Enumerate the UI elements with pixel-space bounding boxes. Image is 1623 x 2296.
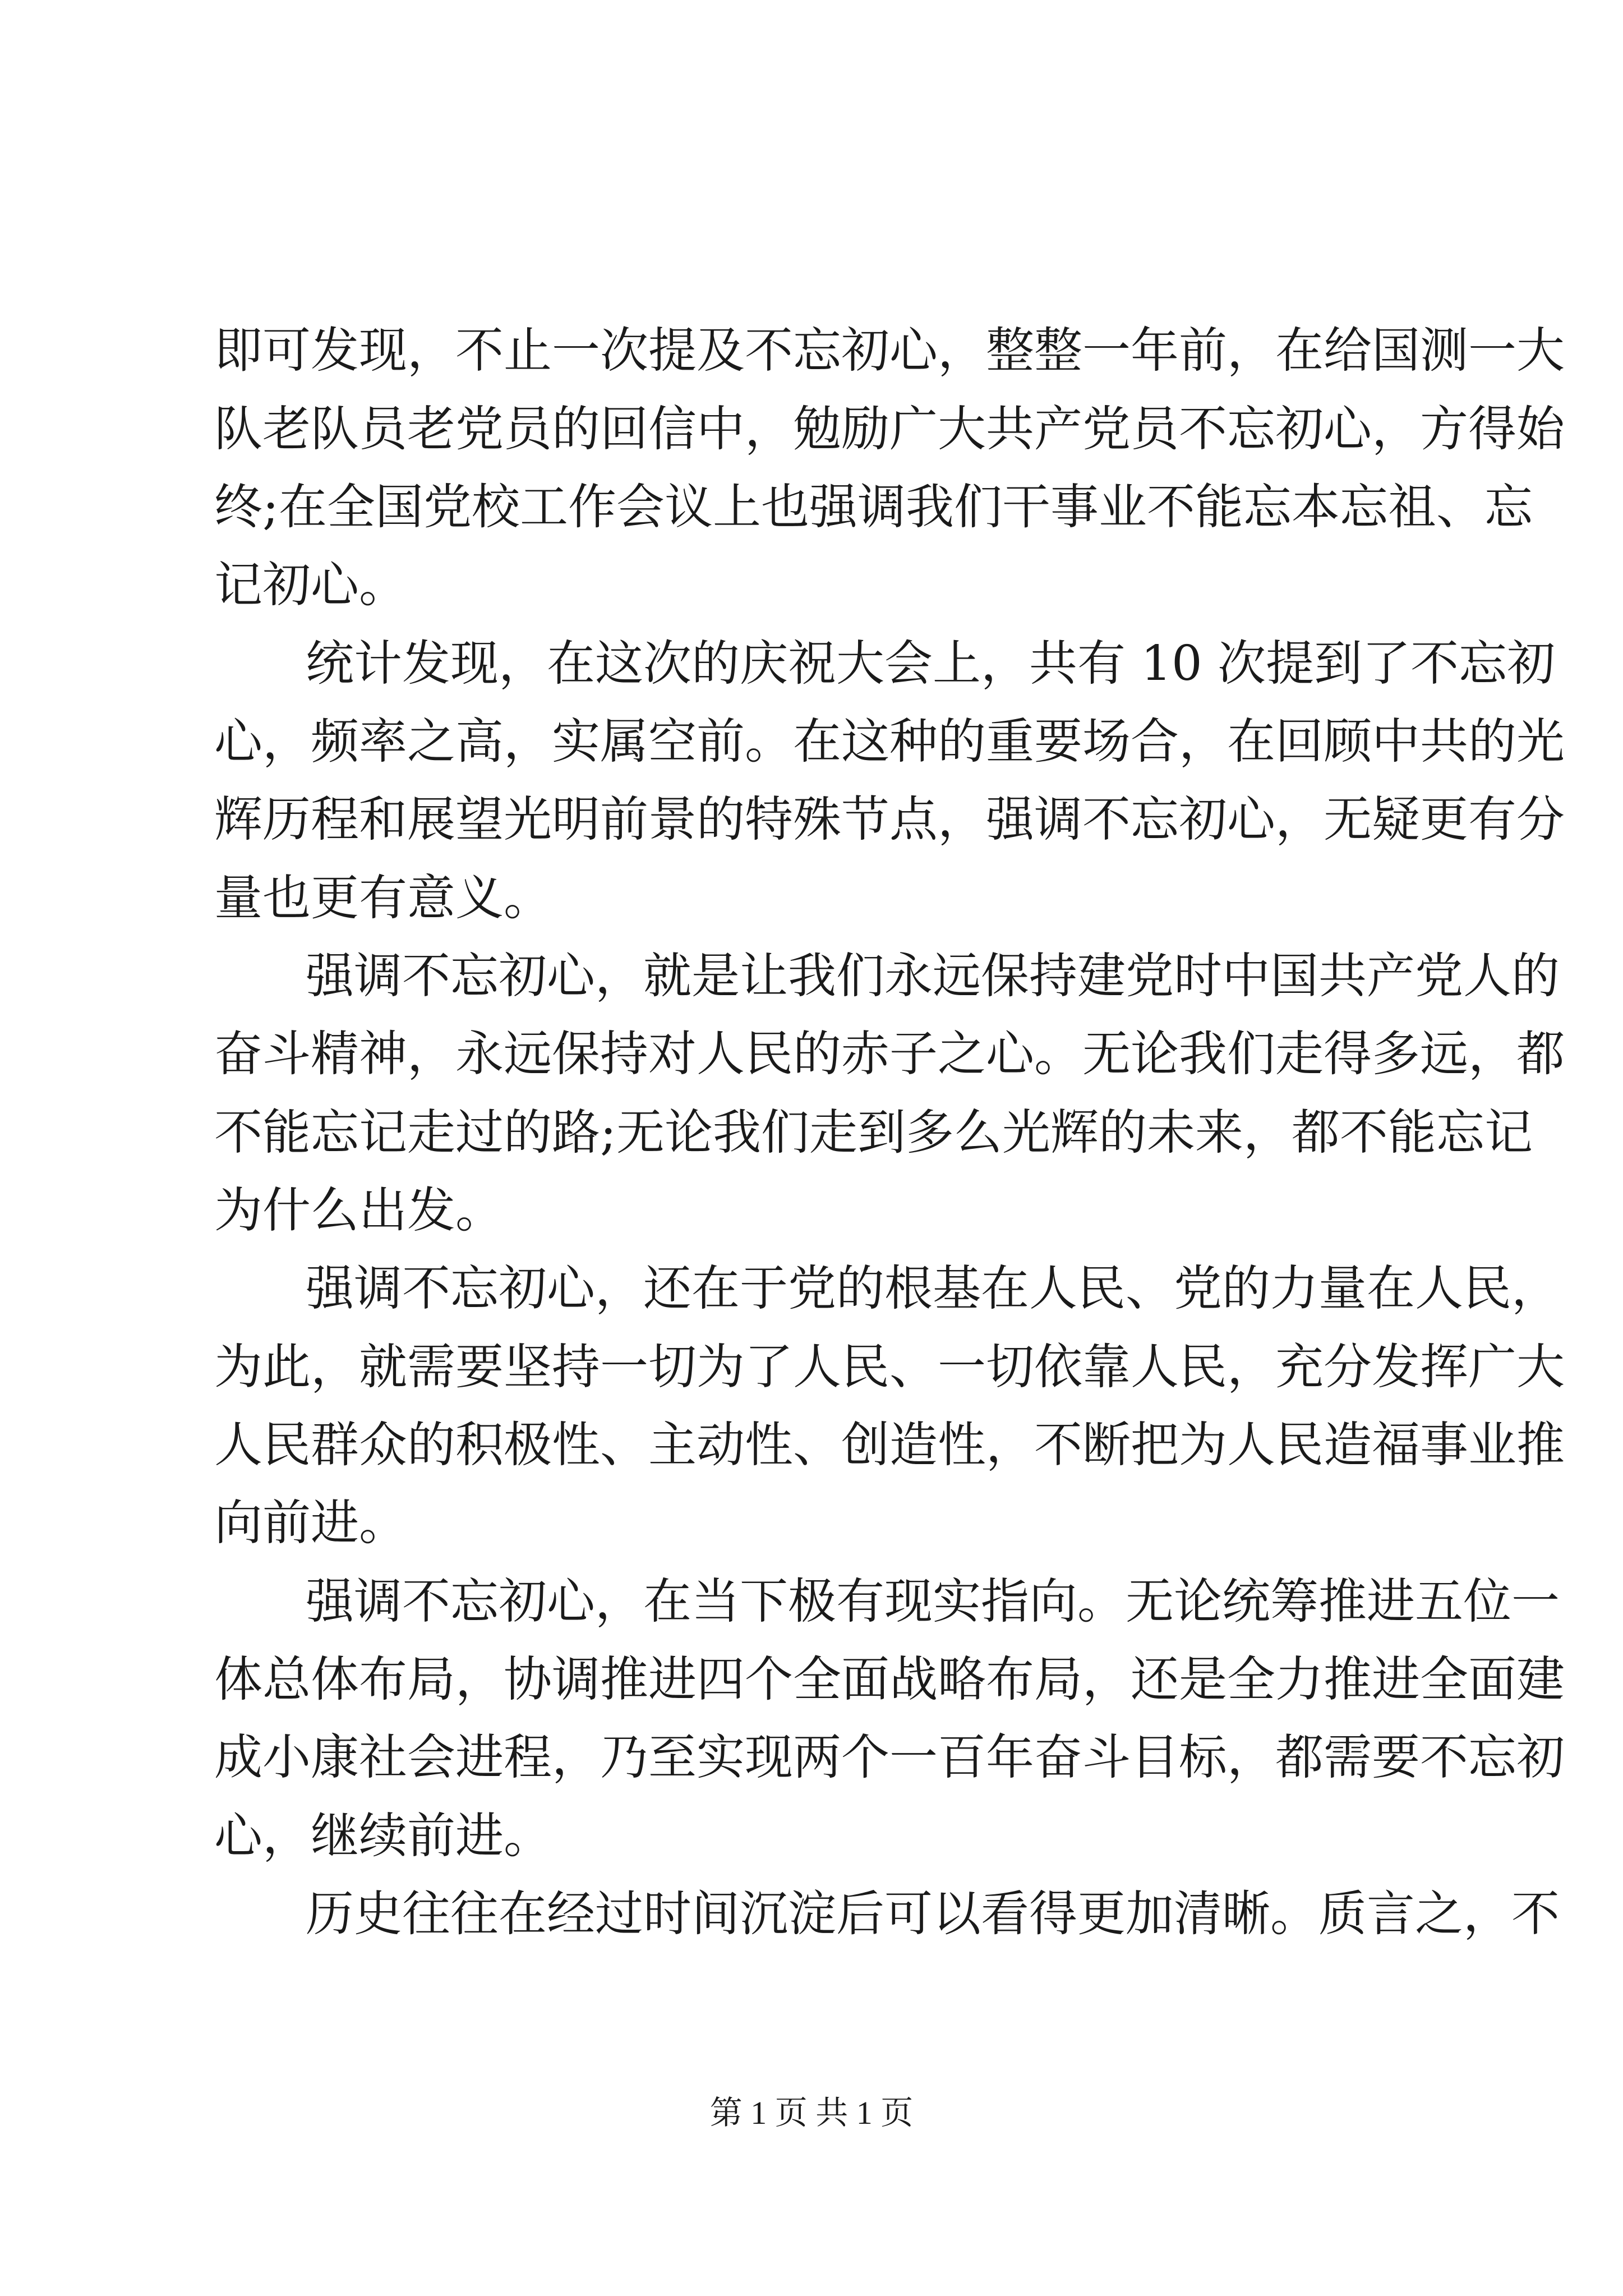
text-line: 队老队员老党员的回信中，勉励广大共产党员不忘初心，方得始 [214, 401, 1565, 457]
text-line: 心，继续前进。 [214, 1808, 552, 1864]
page-number-footer: 第 1 页 共 1 页 [709, 2095, 914, 2131]
text-line: 成小康社会进程，乃至实现两个一百年奋斗目标，都需要不忘初 [214, 1729, 1565, 1786]
text-line: 记初心。 [214, 557, 407, 613]
text-line: 人民群众的积极性、主动性、创造性，不断把为人民造福事业推 [214, 1417, 1565, 1473]
text-line: 辉历程和展望光明前景的特殊节点，强调不忘初心，无疑更有分 [214, 792, 1565, 848]
paragraph-first-line: 统计发现，在这次的庆祝大会上，共有 10 次提到了不忘初 [306, 636, 1556, 692]
text-line: 奋斗精神，永远保持对人民的赤子之心。无论我们走得多远，都 [214, 1026, 1565, 1082]
text-line: 心，频率之高，实属空前。在这种的重要场合，在回顾中共的光 [214, 714, 1565, 770]
paragraph-first-line: 历史往往在经过时间沉淀后可以看得更加清晰。质言之，不 [306, 1886, 1560, 1942]
text-line: 为此，就需要坚持一切为了人民、一切依靠人民，充分发挥广大 [214, 1339, 1565, 1395]
text-line: 即可发现，不止一次提及不忘初心，整整一年前，在给国测一大 [214, 323, 1565, 379]
paragraph-first-line: 强调不忘初心，还在于党的根基在人民、党的力量在人民， [306, 1260, 1560, 1317]
text-line: 为什么出发。 [214, 1182, 504, 1239]
text-line: 向前进。 [214, 1495, 407, 1551]
text-line: 终;在全国党校工作会议上也强调我们干事业不能忘本忘祖、忘 [214, 479, 1533, 535]
paragraph-first-line: 强调不忘初心，在当下极有现实指向。无论统筹推进五位一 [306, 1573, 1560, 1630]
text-line: 体总体布局，协调推进四个全面战略布局，还是全力推进全面建 [214, 1651, 1565, 1708]
text-line: 量也更有意义。 [214, 870, 552, 926]
paragraph-first-line: 强调不忘初心，就是让我们永远保持建党时中国共产党人的 [306, 948, 1560, 1004]
text-line: 不能忘记走过的路;无论我们走到多么光辉的未来，都不能忘记 [214, 1105, 1533, 1161]
